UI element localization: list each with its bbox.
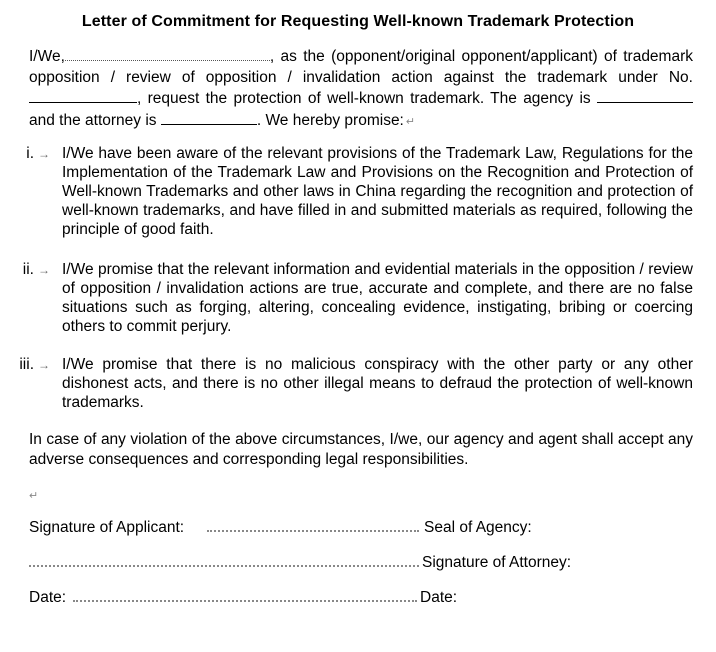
document-title: Letter of Commitment for Requesting Well-known Trademark Protection <box>81 13 635 30</box>
attorney-blank[interactable] <box>161 110 257 125</box>
empty-paragraph-mark-icon: ↵ <box>29 490 39 502</box>
intro-text-2: , as the (opponent/original opponent/applicant) of trademark opposition / review of opposition / invalidation action against the trademark under No. <box>29 48 693 86</box>
item-number: i. <box>26 145 34 162</box>
paragraph-mark-icon: ↵ <box>405 115 416 128</box>
intro-paragraph <box>29 46 693 132</box>
tab-arrow-icon: → <box>38 358 50 372</box>
item-text: I/We promise that there is no malicious conspiracy with the other party or any other dishonest acts, and there is no other illegal means to defraud the protection of well-known trademarks. <box>62 356 693 411</box>
attorney-signature-line[interactable] <box>29 555 419 567</box>
intro-text-3: , request the protection of well-known trademark. The agency is <box>137 90 591 107</box>
item-text: I/We have been aware of the relevant provisions of the Trademark Law, Regulations for the Implementation of the Trademark Law and Provisions on the Recognition and Protection of Well-known Trademarks and other laws in China regarding the recognition and protection of well-known trademarks, and have filled in and submitted materials as required, following the principle of good faith. <box>62 145 693 238</box>
applicant-signature-label: Signature of Applicant: <box>29 519 185 536</box>
date-line-left[interactable] <box>73 590 417 602</box>
agency-seal-label: Seal of Agency: <box>424 519 532 536</box>
applicant-signature-line[interactable] <box>207 520 419 532</box>
intro-text-1: I/We, <box>29 48 65 65</box>
tab-arrow-icon: → <box>38 263 50 277</box>
date-label-right: Date: <box>420 589 458 606</box>
agency-blank[interactable] <box>597 88 693 103</box>
date-label-left: Date: <box>29 589 67 606</box>
item-text: I/We promise that the relevant information and evidential materials in the opposition / review of opposition / invalidation actions are true, accurate and complete, and there are no false situations such as forging, altering, concealing evidence, instigating, bribing or coercing others to commit perjury. <box>62 261 693 335</box>
attorney-signature-label: Signature of Attorney: <box>422 554 572 571</box>
intro-text-5: . We hereby promise: <box>256 111 404 129</box>
item-number: iii. <box>19 356 34 373</box>
name-blank[interactable] <box>65 46 270 61</box>
tab-arrow-icon: → <box>38 147 50 161</box>
closing-paragraph: In case of any violation of the above circumstances, I/we, our agency and agent shall accept any adverse consequences and corresponding legal responsibilities. <box>29 431 693 468</box>
item-number: ii. <box>22 261 34 278</box>
trademark-number-blank[interactable] <box>29 88 137 103</box>
intro-text-4: and the attorney is <box>29 111 157 129</box>
